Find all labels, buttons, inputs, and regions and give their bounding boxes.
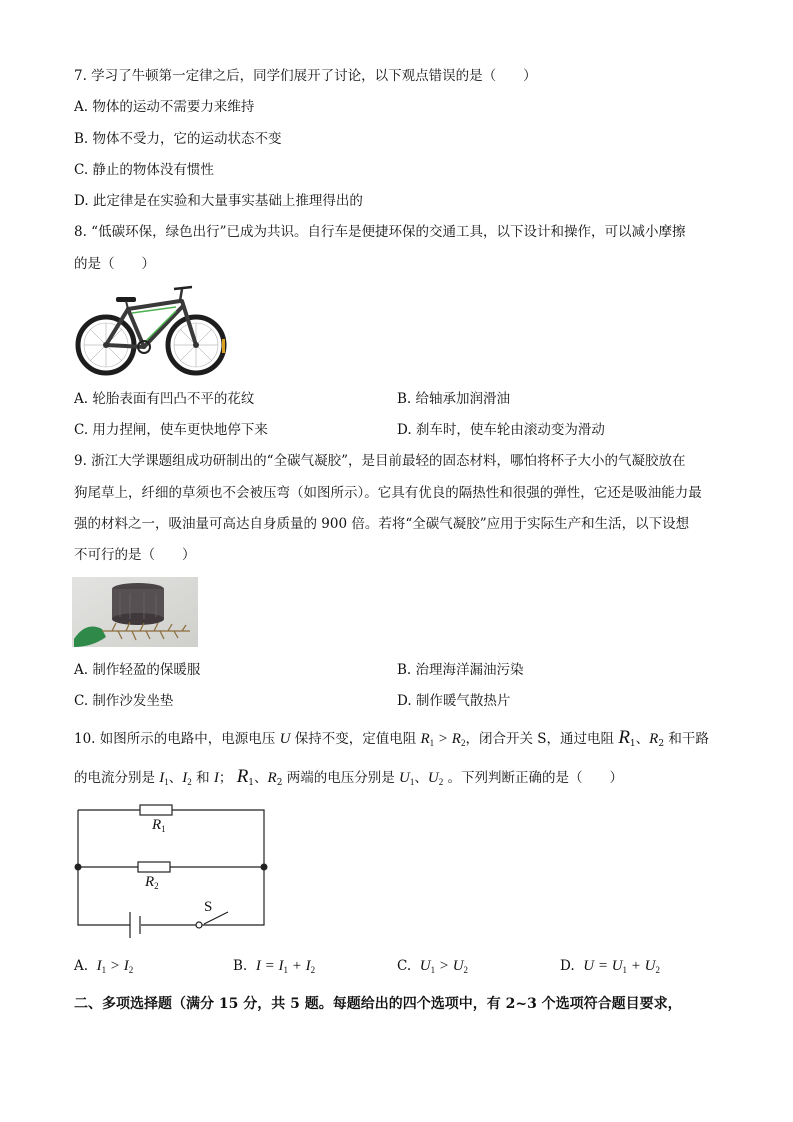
q9-stem-line3: 强的材料之一，吸油量可高达自身质量的 900 倍。若将“全碳气凝胶”应用于实际生产和生活，以下设想 <box>74 516 690 532</box>
q7-option-d: D. 此定律是在实验和大量事实基础上推理得出的 <box>74 193 363 209</box>
q9-stem-line4: 不可行的是（ ） <box>74 547 196 563</box>
q8-option-a: A. 轮胎表面有凹凸不平的花纹 <box>74 391 255 407</box>
q10-option-c: C. $U_1 > U_2$ <box>397 958 469 975</box>
q9-option-a: A. 制作轻盈的保暖服 <box>74 662 201 678</box>
q9-stem-line1: 9. 浙江大学课题组成功研制出的“全碳气凝胶”，是目前最轻的固态材料，哪怕将杯子大小的气凝胶放在 <box>74 453 686 469</box>
q9-option-d: D. 制作暖气散热片 <box>397 693 511 709</box>
q10-stem-line1: 10. 如图所示的电路中，电源电压 U 保持不变，定值电阻 $R_1 > R_2$，闭合开关 S，通过电阻 $R_1$、$R_2$ 和干路 <box>74 727 709 749</box>
q8-stem-line1: 8. “低碳环保，绿色出行”已成为共识。自行车是便捷环保的交通工具，以下设计和操作，可以减小摩擦 <box>74 224 686 240</box>
resistor-r1 <box>140 805 172 815</box>
aerogel-image <box>72 577 198 647</box>
q9-option-b: B. 治理海洋漏油污染 <box>397 662 524 678</box>
q10-option-a: A. $I_1 > I_2$ <box>74 958 134 975</box>
q7-option-b: B. 物体不受力，它的运动状态不变 <box>74 131 282 147</box>
label-r2: $R_2$ <box>145 874 159 891</box>
q9-option-c: C. 制作沙发坐垫 <box>74 693 174 709</box>
switch-contact <box>196 922 202 928</box>
junction-right <box>261 864 268 871</box>
q8-option-c: C. 用力捏闸，使车更快地停下来 <box>74 422 268 438</box>
label-switch: S <box>204 899 213 915</box>
q7-stem: 7. 学习了牛顿第一定律之后，同学们展开了讨论，以下观点错误的是（ ） <box>74 68 537 84</box>
circuit-diagram <box>70 800 275 940</box>
resistor-r2 <box>138 862 170 872</box>
q8-stem-line2: 的是（ ） <box>74 256 155 272</box>
q10-stem-line2: 的电流分别是 $I_1$、$I_2$ 和 I； $R_1$、$R_2$ 两端的电压分别是 $U_1$、$U_2$ 。下列判断正确的是（ ） <box>74 766 624 788</box>
q9-stem-line2: 狗尾草上，纤细的草须也不会被压弯（如图所示）。它具有优良的隔热性和很强的弹性，它还是吸油能力最 <box>74 485 702 501</box>
label-r1: $R_1$ <box>152 817 166 834</box>
q8-option-d: D. 刹车时，使车轮由滚动变为滑动 <box>397 422 605 438</box>
section2-heading: 二、多项选择题（满分 15 分，共 5 题。每题给出的四个选项中，有 2~3 个选项符合题目要求， <box>74 996 682 1012</box>
junction-left <box>75 864 82 871</box>
q10-option-b: B. $I = I_1 + I_2$ <box>233 958 316 975</box>
bicycle-image <box>72 279 230 382</box>
q7-option-c: C. 静止的物体没有惯性 <box>74 162 214 178</box>
q7-option-a: A. 物体的运动不需要力来维持 <box>74 99 255 115</box>
q8-option-b: B. 给轴承加润滑油 <box>397 391 511 407</box>
q10-option-d: D. $U = U_1 + U_2$ <box>560 958 661 975</box>
